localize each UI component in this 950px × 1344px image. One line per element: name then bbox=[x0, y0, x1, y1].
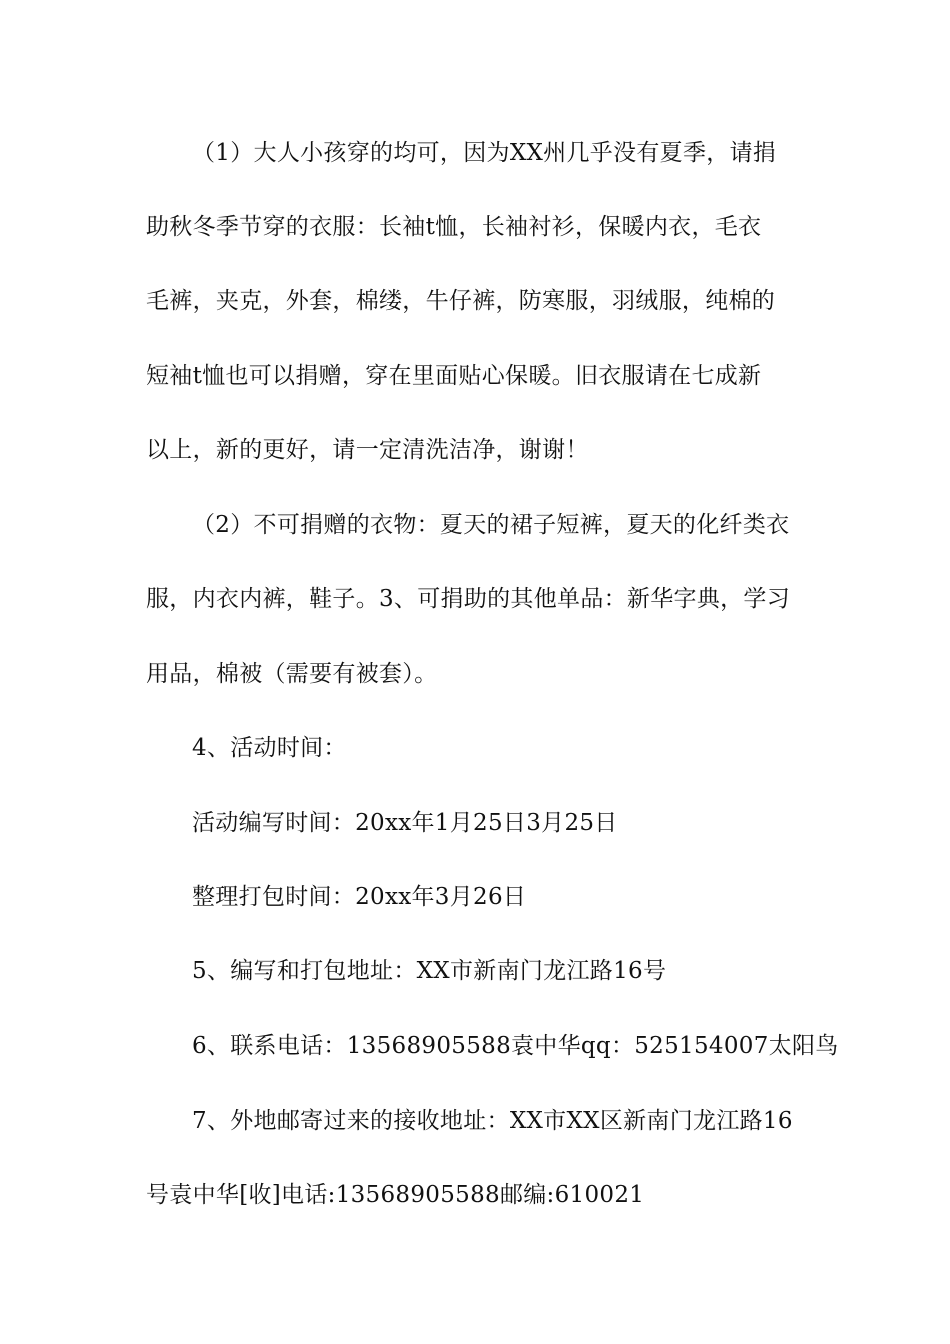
paragraph-1-line-1: （1）大人小孩穿的均可，因为XX州几乎没有夏季，请捐 bbox=[192, 140, 777, 166]
section-7-line-2: 号袁中华[收]电话:13568905588邮编:610021 bbox=[146, 1182, 645, 1208]
section-4-heading: 4、活动时间： bbox=[192, 735, 347, 761]
section-5-address: 5、编写和打包地址：XX市新南门龙江路16号 bbox=[192, 958, 667, 984]
paragraph-1-line-3: 毛裤，夹克，外套，棉缕，牛仔裤，防寒服，羽绒服，纯棉的 bbox=[146, 288, 776, 314]
paragraph-1-line-4: 短袖t恤也可以捐赠，穿在里面贴心保暖。旧衣服请在七成新 bbox=[146, 363, 762, 389]
packing-time: 整理打包时间：20xx年3月26日 bbox=[192, 884, 527, 910]
paragraph-2-line-1: （2）不可捐赠的衣物：夏天的裙子短裤，夏天的化纤类衣 bbox=[192, 512, 790, 538]
paragraph-1-line-5: 以上，新的更好，请一定清洗洁净，谢谢！ bbox=[146, 437, 589, 463]
paragraph-1-line-2: 助秋冬季节穿的衣服：长袖t恤，长袖衬衫，保暖内衣，毛衣 bbox=[146, 214, 762, 240]
paragraph-2-line-3: 用品，棉被（需要有被套）。 bbox=[146, 661, 438, 687]
section-7-line-1: 7、外地邮寄过来的接收地址：XX市XX区新南门龙江路16 bbox=[192, 1108, 793, 1134]
section-6-contact: 6、联系电话：13568905588袁中华qq：525154007太阳鸟 bbox=[192, 1033, 839, 1059]
activity-write-time: 活动编写时间：20xx年1月25日3月25日 bbox=[192, 810, 618, 836]
paragraph-2-line-2: 服，内衣内裤，鞋子。3、可捐助的其他单品：新华字典，学习 bbox=[146, 586, 791, 612]
